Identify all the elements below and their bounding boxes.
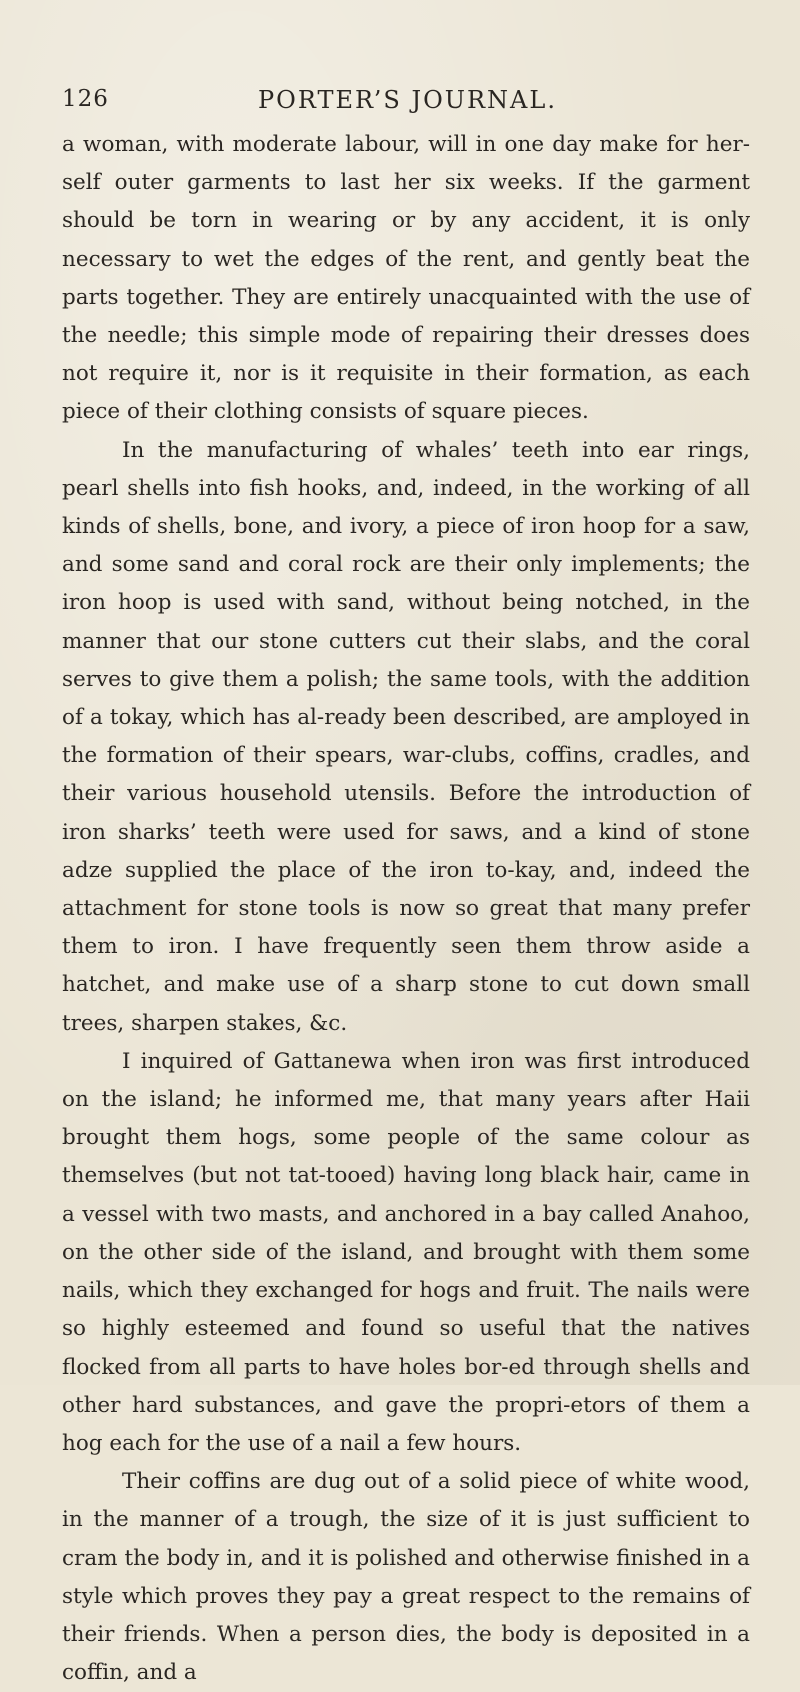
paragraph-coffins: Their coffins are dug out of a solid piece of white wood, in the manner of a trough, the size of it is just sufficient to cram the body in, and it is polished and otherwise finished in a style which proves they pay a great respect to the remains of their friends. When a person dies, the body is deposited in a coffin, and a bbox=[62, 1469, 750, 1686]
page-number: 126 bbox=[62, 86, 109, 112]
running-head bbox=[62, 86, 738, 116]
paragraph-iron-introduction: I inquired of Gattanewa when iron was first introduced on the island; he informed me, that many years after Haii brought them hogs, some people of the same colour as themselves (but not tat-tooed) having long black hair, came in a vessel with two masts, and anchored in a bay called Anahoo, on the other side of the island, and brought with them some nails, which they exchanged for hogs and fruit. The nails were so highly esteemed and found so useful that the natives flocked from all parts to have holes bor-ed through shells and other hard substances, and gave the propri-etors of them a hog each for the use of a nail a few hours. bbox=[62, 1048, 750, 1456]
paragraph-continued: a woman, with moderate labour, will in one day make for her-self outer garments to last her six weeks. If the garment should be torn in wearing or by any accident, it is only necessary to wet the edges of the rent, and gently beat the parts together. They are entirely unacquainted with the use of the needle; this simple mode of repairing their dresses does not require it, nor is it requisite in their formation, as each piece of their clothing consists of square pieces. bbox=[62, 132, 750, 425]
paragraph-implements: In the manufacturing of whales’ teeth into ear rings, pearl shells into fish hooks, and, indeed, in the working of all kinds of shells, bone, and ivory, a piece of iron hoop for a saw, and some sand and coral rock are their only implements; the iron hoop is used with sand, without being notched, in the manner that our stone cutters cut their slabs, and the coral serves to give them a polish; the same tools, with the addition of a tokay, which has al-ready been described, are amployed in the formation of their spears, war-clubs, coffins, cradles, and their various household utensils. Before the introduction of iron sharks’ teeth were used for saws, and a kind of stone adze supplied the place of the iron to-kay, and, indeed the attachment for stone tools is now so great that many prefer them to iron. I have frequently seen them throw aside a hatchet, and make use of a sharp stone to cut down small trees, sharpen stakes, &c. bbox=[62, 437, 750, 1036]
body-text bbox=[62, 126, 750, 1692]
running-title: PORTER’S JOURNAL. bbox=[258, 86, 557, 114]
